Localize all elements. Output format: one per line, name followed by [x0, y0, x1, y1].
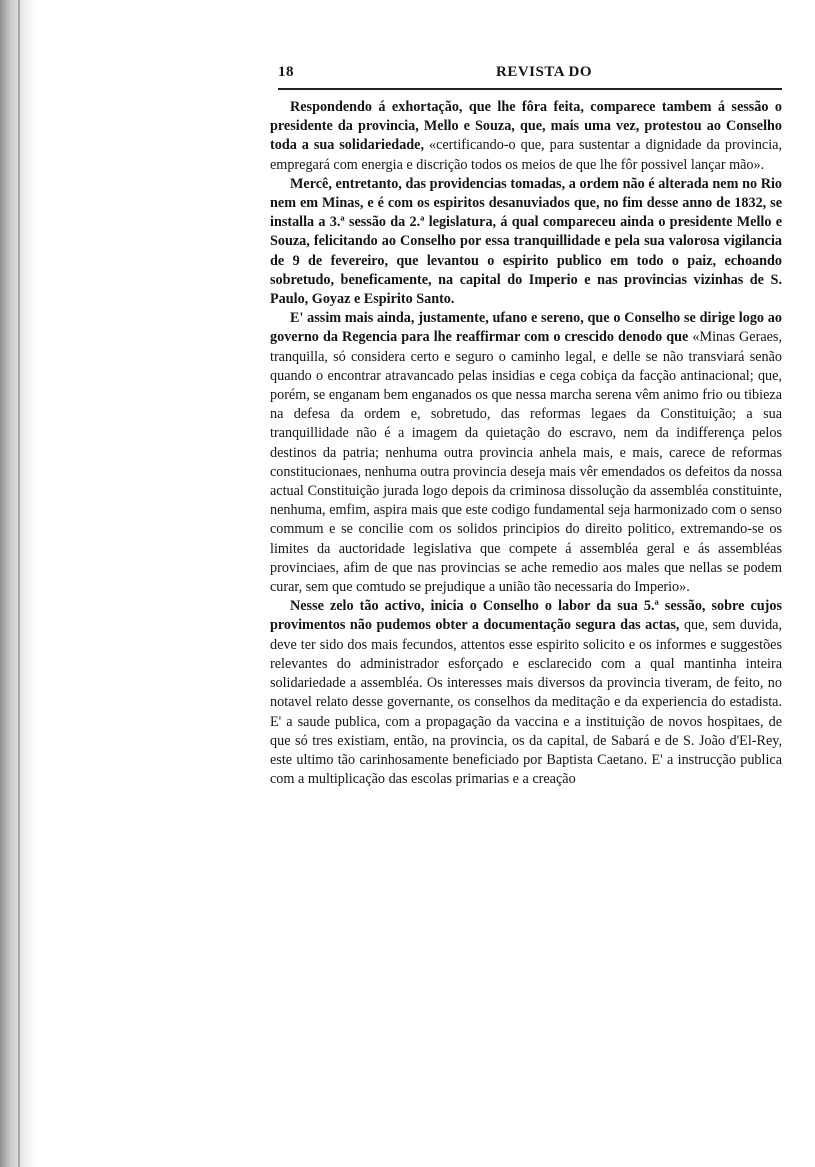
page-binding-line [18, 0, 20, 1167]
paragraph-3-rest: «Minas Geraes, tranquilla, só considera certo e seguro o caminho legal, e delle se não transviará senão quando o encontrar atravancado pelas insidias e cega cobiça da facção antinacional; que, porém, se enganam bem enganados os que nessa marcha serena vêm animo frio ou tibieza na defesa da ordem e, sobretudo, das reformas legaes da Constituição; a sua tranquillidade não é a imagem da quietação do escravo, nem da indifferença pelos destinos da patria; nenhuma outra provincia anhela mais, e mais, carece de reformas constitucionaes, nenhuma outra provincia deseja mais vêr emendados os defeitos da nossa actual Constituição jurada logo depois da criminosa dissolução da assembléa constituinte, nenhuma, emfim, aspira mais que este codigo fundamental seja harmonizado com o senso commum e se concilie com os solidos principios do direito politico, extremando-se os limites da auctoridade legislativa que compete á assembléa geral e ás assembléas provinciaes, afim de que nas provincias se ache remedio aos males que nellas se podem curar, sem que comtudo se prejudique a união tão necessaria do Imperio». [270, 329, 782, 596]
paragraph-2-lead: Mercê, entretanto, das providencias tomadas, a ordem não é alterada nem no Rio nem em Minas, e é com os espiritos desanuviados que, no fim desse anno de 1832, se installa a 3.ª sessão da 2.ª legislatura, á qual compareceu ainda o presidente Mello e Souza, felicitando ao Conselho por essa tranquillidade e pela sua valorosa vigilancia de 9 de fevereiro, [270, 175, 782, 269]
book-page [270, 64, 783, 788]
journal-title: REVISTA DO [496, 64, 592, 80]
body-text [270, 98, 782, 789]
header-rule [278, 88, 782, 90]
paragraph-4-lead: Nesse zelo tão activo, inicia o Conselho o labor da sua 5.ª sessão, sobre cujos provimentos não pudemos obter a documentação segura das actas, [270, 598, 782, 634]
paragraph-3-lead: E' assim mais ainda, justamente, ufano e sereno, que o Conselho se dirige logo ao governo da Regencia para lhe reaffirmar com o crescido denodo que [270, 310, 782, 346]
paragraph-2-rest: que levantou o espirito publico em todo o paiz, echoando sobretudo, beneficamente, na capital do Imperio e nas provincias vizinhas de S. Paulo, Goyaz e Espirito Santo. [270, 252, 783, 308]
page-number: 18 [278, 64, 294, 80]
running-head [270, 64, 782, 86]
paragraph-4-rest: que, sem duvida, deve ter sido dos mais fecundos, attentos esse espirito solicito e os informes e suggestões relevantes do administrador esforçado e esclarecido com a qual mantinha inteira solidariedade a assembléa. Os interesses mais diversos da provincia tiveram, de feito, no notavel relato desse governante, os conselhos da meditação e da experiencia do estadista. E' a saude publica, com a propagação da vaccina e a instituição de novos hospitaes, de que só tres existiam, então, na provincia, os da capital, de Sabará e de S. João d'El-Rey, este ultimo tão carinhosamente beneficiado por Baptista Caetano. E' a instrucção publica com a multiplicação das escolas primarias e a creação [270, 617, 783, 788]
paragraph-2 [270, 175, 782, 309]
paragraph-1 [270, 98, 782, 175]
paragraph-1-lead: Respondendo á exhortação, que lhe fôra feita, comparece tambem á sessão o presidente da provincia, Mello e Souza, que, mais uma vez, protestou ao Conselho toda a sua solidariedade, [270, 99, 782, 154]
paragraph-1-rest: «certificando-o que, para sustentar a dignidade da provincia, empregará com energia e discrição todos os meios de que lhe fôr possivel lançar mão». [270, 137, 783, 173]
paragraph-4 [270, 597, 782, 789]
paragraph-3 [270, 309, 782, 597]
